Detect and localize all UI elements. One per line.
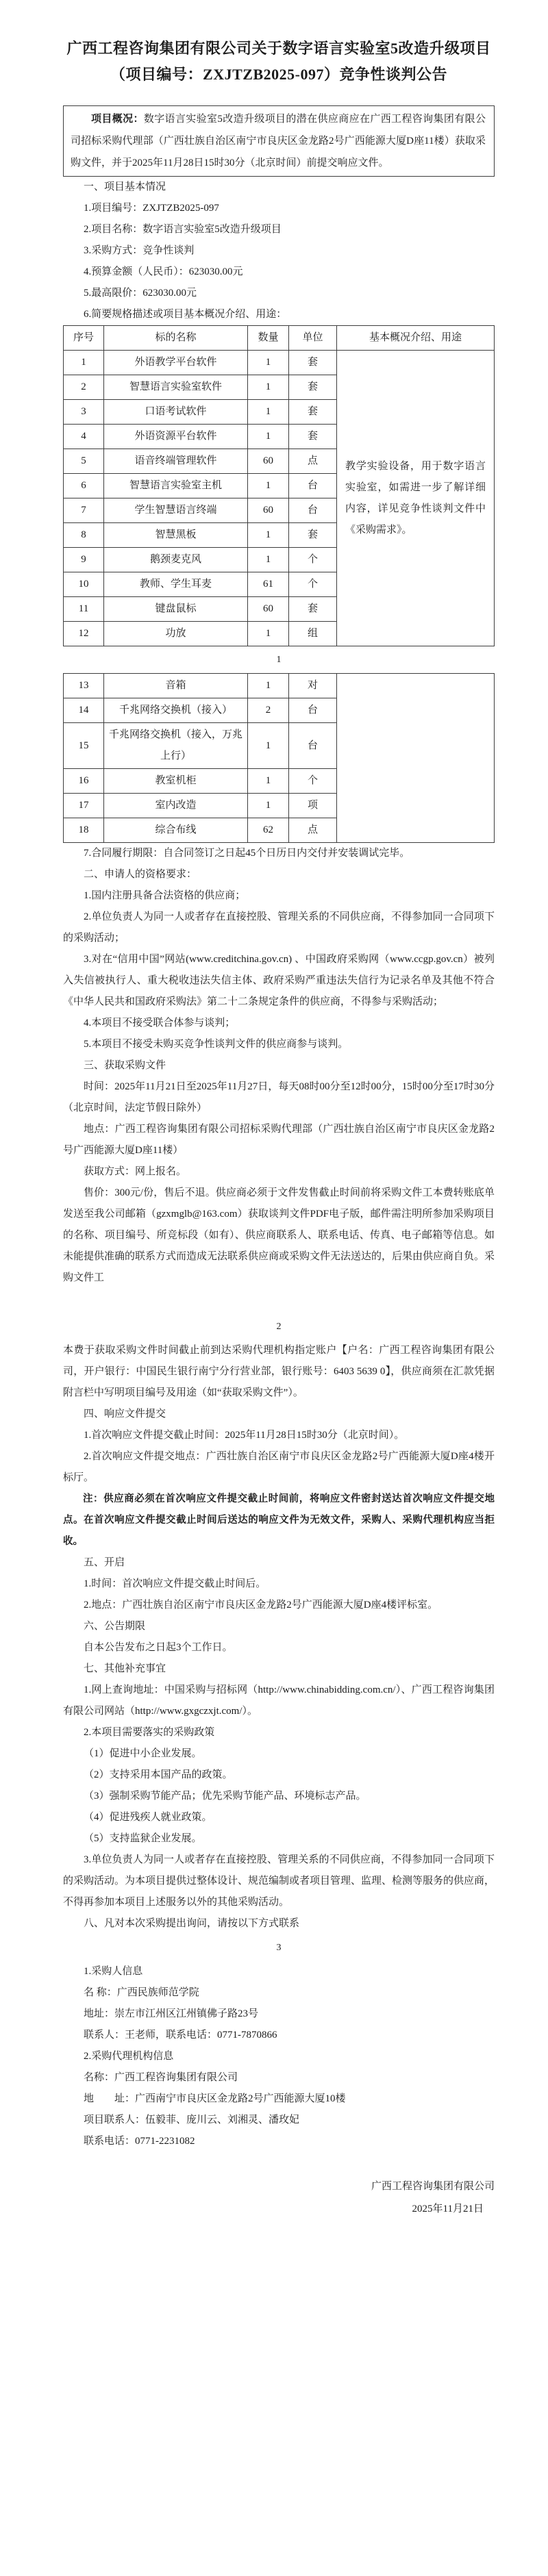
cell-no: 4 xyxy=(64,425,104,449)
cell-no: 15 xyxy=(64,723,104,769)
cell-no: 13 xyxy=(64,674,104,698)
para-purchaser-name: 名 称：广西民族师范学院 xyxy=(84,1987,199,1998)
heading-section-2: 二、申请人的资格要求： xyxy=(84,869,197,880)
para-agency-contact: 项目联系人：伍毅菲、庞川云、刘湘灵、潘玫妃 xyxy=(84,2114,300,2125)
project-overview-text: 项目概况：数字语言实验室5改造升级项目的潜在供应商应在广西工程咨询集团有限公司招标采购代理部（广西壮族自治区南宁市良庆区金龙路2号广西能源大厦D座11楼）获取采购文件，并于2025年11月28日15时30分（北京时间）前提交响应文件。 xyxy=(71,114,486,168)
cell-name: 语音终端管理软件 xyxy=(104,449,248,474)
cell-qty: 1 xyxy=(248,723,289,769)
para-procurement-method: 3.采购方式：竞争性谈判 xyxy=(84,245,195,256)
cell-name: 口语考试软件 xyxy=(104,400,248,425)
para-budget: 4.预算金额（人民币）：623030.00元 xyxy=(84,266,243,277)
para-qualification-5: 5.本项目不接受未购买竞争性谈判文件的供应商参与谈判。 xyxy=(84,1039,349,1050)
cell-name: 综合布线 xyxy=(104,818,248,843)
cell-name: 音箱 xyxy=(104,674,248,698)
heading-section-5: 五、开启 xyxy=(84,1557,125,1568)
cell-qty: 60 xyxy=(248,498,289,523)
cell-no: 7 xyxy=(64,498,104,523)
para-doc-method: 获取方式：网上报名。 xyxy=(84,1166,187,1177)
heading-section-4: 四、响应文件提交 xyxy=(84,1409,166,1419)
para-contract-period: 7.合同履行期限：自合同签订之日起45个日历日内交付并安装调试完毕。 xyxy=(84,848,410,859)
project-overview-box xyxy=(63,105,495,177)
para-qualification-4: 4.本项目不接受联合体参与谈判； xyxy=(84,1018,236,1028)
para-qualification-1: 1.国内注册具备合法资格的供应商； xyxy=(84,890,246,901)
cell-name: 千兆网络交换机（接入，万兆上行） xyxy=(104,723,248,769)
cell-qty: 2 xyxy=(248,698,289,723)
page-number-2: 2 xyxy=(276,1322,282,1332)
para-doc-price: 售价：300元/份，售后不退。供应商必须于文件发售截止时间前将采购文件工本费转账底单发送至我公司邮箱（gzxmglb@163.com）获取谈判文件PDF电子版，邮件需注明所参加采购项目的名称、项目编号、所竞标段（如有）、供应商联系人、联系电话、传真、电子邮箱等信息。如未能提供准确的联系方式而造成无法联系供应商或采购文件无法送达的，后果由供应商自负。采购文件工 xyxy=(63,1187,495,1283)
para-response-note: 注：供应商必须在首次响应文件提交截止时间前，将响应文件密封送达首次响应文件提交地点。在首次响应文件提交截止时间后送达的响应文件为无效文件，采购人、采购代理机构应当拒收。 xyxy=(63,1493,495,1547)
cell-unit: 个 xyxy=(289,769,337,794)
cell-unit: 台 xyxy=(289,723,337,769)
cell-no: 5 xyxy=(64,449,104,474)
merged-desc-cell: 教学实验设备，用于数字语言实验室，如需进一步了解详细内容，详见竞争性谈判文件中《采购需求》。 xyxy=(337,351,495,646)
heading-section-6: 六、公告期限 xyxy=(84,1621,146,1632)
cell-no: 17 xyxy=(64,794,104,818)
para-policy-2: （2）支持采用本国产品的政策。 xyxy=(84,1769,233,1780)
cell-qty: 62 xyxy=(248,818,289,843)
table-row xyxy=(64,351,495,375)
para-qualification-2: 2.单位负责人为同一人或者存在直接控股、管理关系的不同供应商，不得参加同一合同项下的采购活动； xyxy=(63,911,495,944)
cell-qty: 1 xyxy=(248,351,289,375)
para-agency-name: 名称：广西工程咨询集团有限公司 xyxy=(84,2072,238,2083)
cell-no: 9 xyxy=(64,548,104,572)
para-response-place: 2.首次响应文件提交地点：广西壮族自治区南宁市良庆区金龙路2号广西能源大厦D座4楼开标厅。 xyxy=(63,1451,495,1483)
para-purchaser-contact: 联系人：王老师，联系电话：0771-7870866 xyxy=(84,2030,277,2041)
table-header-row xyxy=(64,326,495,351)
para-project-name: 2.项目名称：数字语言实验室5改造升级项目 xyxy=(84,224,282,235)
signature-block xyxy=(63,2175,495,2221)
cell-qty: 1 xyxy=(248,375,289,400)
page-number-1: 1 xyxy=(276,655,282,665)
para-announcement-period: 自本公告发布之日起3个工作日。 xyxy=(84,1642,233,1653)
cell-unit: 套 xyxy=(289,523,337,548)
cell-unit: 组 xyxy=(289,622,337,646)
merged-desc-cell-empty xyxy=(337,674,495,843)
para-policy-4: （4）促进残疾人就业政策。 xyxy=(84,1812,212,1823)
cell-name: 学生智慧语言终端 xyxy=(104,498,248,523)
para-policy-5: （5）支持监狱企业发展。 xyxy=(84,1833,202,1844)
cell-qty: 1 xyxy=(248,400,289,425)
cell-name: 教室机柜 xyxy=(104,769,248,794)
cell-unit: 套 xyxy=(289,400,337,425)
cell-unit: 项 xyxy=(289,794,337,818)
cell-qty: 60 xyxy=(248,449,289,474)
cell-name: 教师、学生耳麦 xyxy=(104,572,248,597)
cell-no: 18 xyxy=(64,818,104,843)
cell-qty: 61 xyxy=(248,572,289,597)
signature-org: 广西工程咨询集团有限公司 xyxy=(371,2181,495,2192)
cell-qty: 1 xyxy=(248,425,289,449)
cell-no: 6 xyxy=(64,474,104,498)
cell-name: 外语教学平台软件 xyxy=(104,351,248,375)
cell-unit: 点 xyxy=(289,818,337,843)
cell-unit: 点 xyxy=(289,449,337,474)
col-header-qty: 数量 xyxy=(248,326,289,351)
cell-unit: 套 xyxy=(289,375,337,400)
para-online-query: 1.网上查询地址：中国采购与招标网（http://www.chinabidding.com.cn/）、广西工程咨询集团有限公司网站（http://www.gxgczxjt.com/）。 xyxy=(63,1684,495,1717)
table-row xyxy=(64,674,495,698)
cell-name: 智慧语言实验室软件 xyxy=(104,375,248,400)
cell-unit: 套 xyxy=(289,425,337,449)
project-overview-label: 项目概况： xyxy=(91,114,144,125)
col-header-desc: 基本概况介绍、用途 xyxy=(337,326,495,351)
cell-qty: 1 xyxy=(248,769,289,794)
col-header-unit: 单位 xyxy=(289,326,337,351)
cell-qty: 1 xyxy=(248,794,289,818)
cell-name: 功放 xyxy=(104,622,248,646)
cell-qty: 1 xyxy=(248,674,289,698)
cell-no: 11 xyxy=(64,597,104,622)
para-doc-time: 时间：2025年11月21日至2025年11月27日，每天08时00分至12时00分，15时00分至17时30分（北京时间，法定节假日除外） xyxy=(63,1081,495,1113)
cell-name: 外语资源平台软件 xyxy=(104,425,248,449)
para-opening-time: 1.时间：首次响应文件提交截止时间后。 xyxy=(84,1578,266,1589)
cell-qty: 60 xyxy=(248,597,289,622)
para-agency-phone: 联系电话：0771-2231082 xyxy=(84,2136,195,2147)
signature-date: 2025年11月21日 xyxy=(412,2204,484,2214)
heading-section-1: 一、项目基本情况 xyxy=(84,181,166,192)
para-doc-price-continued: 本费于获取采购文件时间截止前到达采购代理机构指定账户【户名：广西工程咨询集团有限公司，开户银行：中国民生银行南宁分行营业部，银行账号：6403 5639 0】，供应商须在汇款凭据附言栏中写明项目编号及用途（如“获取采购文件”）。 xyxy=(63,1345,495,1398)
cell-no: 10 xyxy=(64,572,104,597)
para-other-restriction: 3.单位负责人为同一人或者存在直接控股、管理关系的不同供应商，不得参加同一合同项下的采购活动。为本项目提供过整体设计、规范编制或者项目管理、监理、检测等服务的供应商，不得再参加本项目上述服务以外的其他采购活动。 xyxy=(63,1854,495,1908)
cell-unit: 套 xyxy=(289,597,337,622)
para-agency-title: 2.采购代理机构信息 xyxy=(84,2051,174,2062)
col-header-name: 标的名称 xyxy=(104,326,248,351)
cell-no: 2 xyxy=(64,375,104,400)
cell-unit: 个 xyxy=(289,548,337,572)
cell-unit: 套 xyxy=(289,351,337,375)
cell-no: 8 xyxy=(64,523,104,548)
para-spec-intro: 6.简要规格描述或项目基本概况介绍、用途： xyxy=(84,309,287,320)
cell-unit: 台 xyxy=(289,474,337,498)
items-table-page2 xyxy=(63,673,495,843)
cell-qty: 1 xyxy=(248,622,289,646)
heading-section-3: 三、获取采购文件 xyxy=(84,1060,166,1071)
cell-name: 千兆网络交换机（接入） xyxy=(104,698,248,723)
cell-name: 室内改造 xyxy=(104,794,248,818)
para-qualification-3: 3.对在“信用中国”网站(www.creditchina.gov.cn) 、中国政府采购网（www.ccgp.gov.cn）被列入失信被执行人、重大税收违法失信主体、政府采购严重违法失信行为记录名单及其他不符合《中华人民共和国政府采购法》第二十二条规定条件的供应商，不得参与采购活动； xyxy=(63,954,495,1007)
cell-name: 智慧黑板 xyxy=(104,523,248,548)
para-project-number: 1.项目编号：ZXJTZB2025-097 xyxy=(84,203,219,214)
para-purchaser-address: 地址：崇左市江州区江州镇佛子路23号 xyxy=(84,2008,259,2019)
cell-qty: 1 xyxy=(248,474,289,498)
cell-qty: 1 xyxy=(248,523,289,548)
cell-no: 12 xyxy=(64,622,104,646)
heading-section-8: 八、凡对本次采购提出询问，请按以下方式联系 xyxy=(84,1918,300,1929)
para-agency-address: 地 址：广西南宁市良庆区金龙路2号广西能源大厦10楼 xyxy=(84,2093,346,2104)
para-policy-1: （1）促进中小企业发展。 xyxy=(84,1748,202,1759)
cell-no: 3 xyxy=(64,400,104,425)
para-max-price: 5.最高限价：623030.00元 xyxy=(84,288,197,299)
cell-name: 智慧语言实验室主机 xyxy=(104,474,248,498)
items-table-page1 xyxy=(63,325,495,646)
para-purchaser-title: 1.采购人信息 xyxy=(84,1966,143,1977)
page-number-3: 3 xyxy=(276,1943,282,1953)
col-header-no: 序号 xyxy=(64,326,104,351)
para-response-deadline: 1.首次响应文件提交截止时间：2025年11月28日15时30分（北京时间）。 xyxy=(84,1430,405,1441)
para-doc-place: 地点：广西工程咨询集团有限公司招标采购代理部（广西壮族自治区南宁市良庆区金龙路2号广西能源大厦D座11楼） xyxy=(63,1124,495,1156)
cell-unit: 台 xyxy=(289,698,337,723)
cell-no: 14 xyxy=(64,698,104,723)
cell-unit: 台 xyxy=(289,498,337,523)
page-title-line2: （项目编号：ZXJTZB2025-097）竞争性谈判公告 xyxy=(110,66,447,83)
cell-qty: 1 xyxy=(248,548,289,572)
para-policy-intro: 2.本项目需要落实的采购政策 xyxy=(84,1727,215,1738)
page-title: 广西工程咨询集团有限公司关于数字语言实验室5改造升级项目 xyxy=(66,40,491,57)
para-opening-place: 2.地点：广西壮族自治区南宁市良庆区金龙路2号广西能源大厦D座4楼评标室。 xyxy=(84,1600,438,1611)
cell-no: 1 xyxy=(64,351,104,375)
cell-unit: 个 xyxy=(289,572,337,597)
para-policy-3: （3）强制采购节能产品；优先采购节能产品、环境标志产品。 xyxy=(84,1791,366,1802)
cell-no: 16 xyxy=(64,769,104,794)
heading-section-7: 七、其他补充事宜 xyxy=(84,1663,166,1674)
cell-unit: 对 xyxy=(289,674,337,698)
cell-name: 鹅颈麦克风 xyxy=(104,548,248,572)
cell-name: 键盘鼠标 xyxy=(104,597,248,622)
